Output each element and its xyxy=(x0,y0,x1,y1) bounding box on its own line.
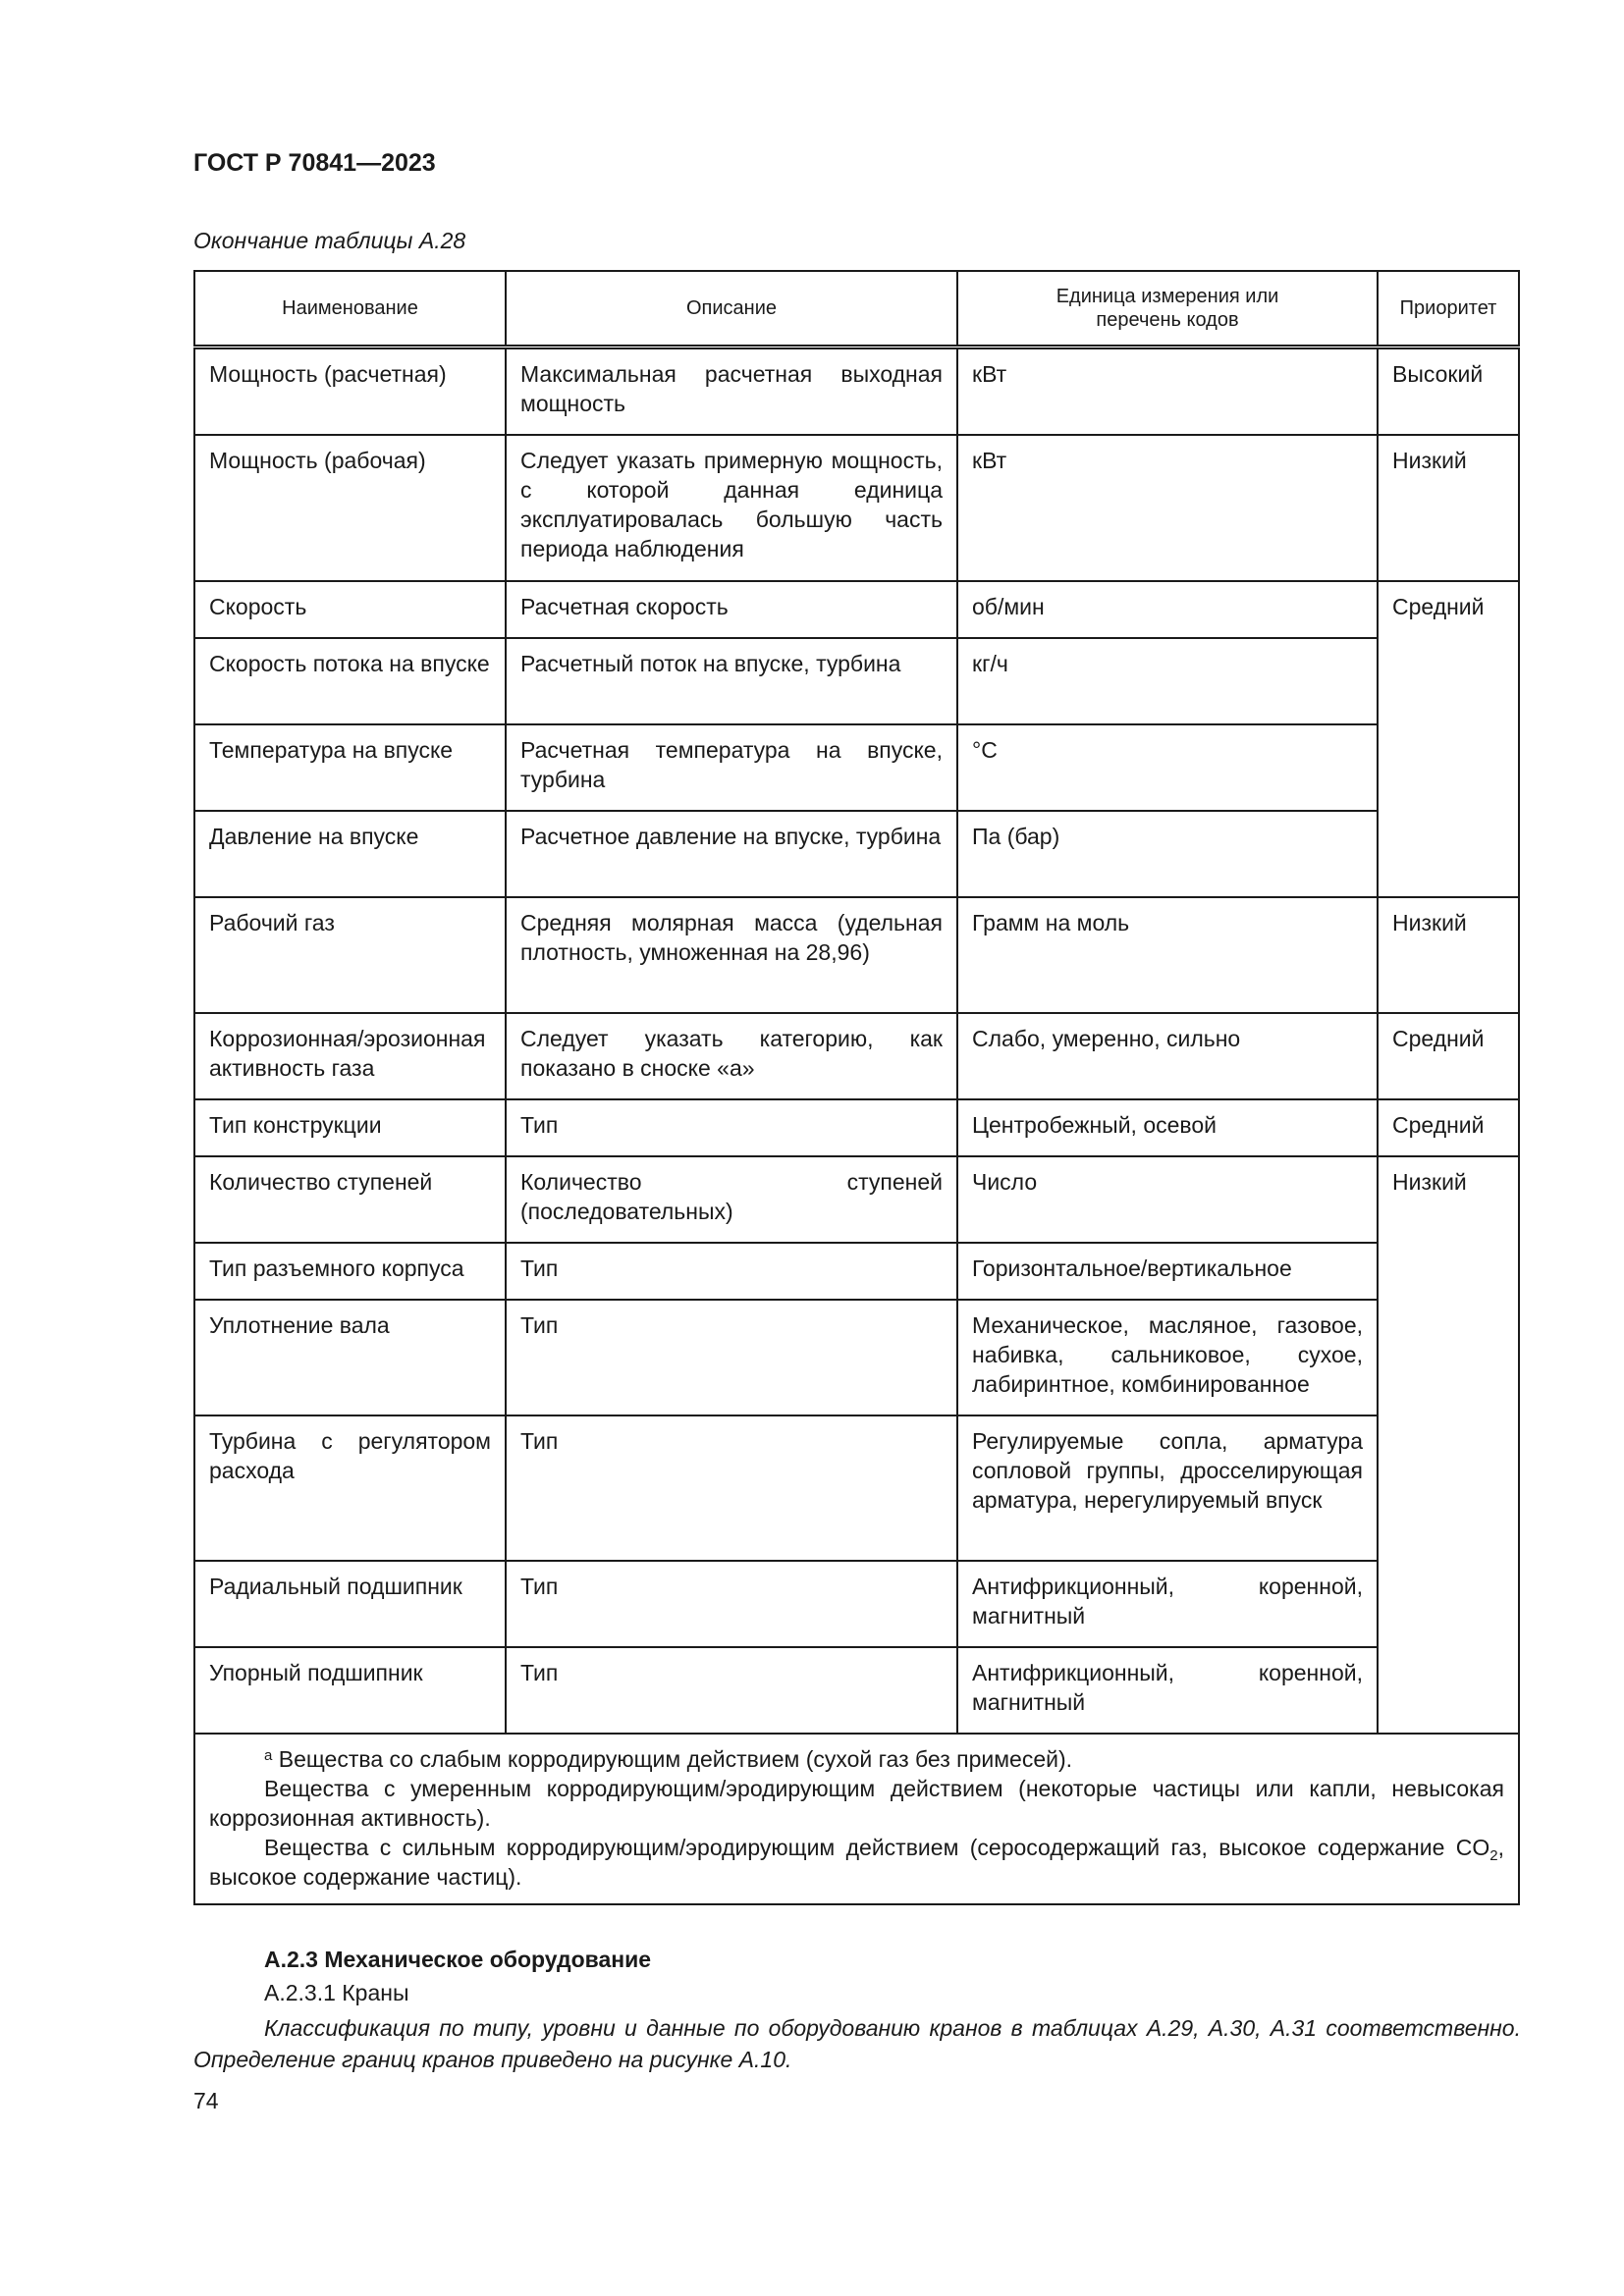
cell-unit: Регулируемые сопла, арматура сопловой группы, дросселирующая арматура, нерегулируемый впуск xyxy=(957,1415,1378,1561)
cell-name: Упорный подшипник xyxy=(194,1647,506,1734)
document-code: ГОСТ Р 70841—2023 xyxy=(193,149,436,177)
table-row xyxy=(194,435,1519,581)
table-row xyxy=(194,1300,1519,1415)
cell-description: Тип xyxy=(506,1415,957,1561)
table-row xyxy=(194,1415,1519,1561)
table-row xyxy=(194,1243,1519,1300)
cell-unit: Горизонтальное/вертикальное xyxy=(957,1243,1378,1300)
cell-description: Средняя молярная масса (удельная плотность, умноженная на 28,96) xyxy=(506,897,957,1013)
table-row xyxy=(194,1013,1519,1099)
column-header-unit: Единица измерения или перечень кодов xyxy=(957,271,1378,347)
table-row xyxy=(194,1099,1519,1156)
cell-description: Следует указать примерную мощность, с которой данная единица эксплуатировалась большую часть периода наблюдения xyxy=(506,435,957,581)
body-paragraph: Классификация по типу, уровни и данные по оборудованию кранов в таблицах А.29, А.30, А.31 соответственно. Определение границ кранов приведено на рисунке А.10. xyxy=(193,2015,1521,2072)
cell-unit: Грамм на моль xyxy=(957,897,1378,1013)
cell-name: Мощность (рабочая) xyxy=(194,435,506,581)
table-row xyxy=(194,1647,1519,1734)
cell-name: Температура на впуске xyxy=(194,724,506,811)
cell-description: Тип xyxy=(506,1099,957,1156)
footnote-marker: а xyxy=(264,1746,273,1764)
section-title: А.2.3 Механическое оборудование xyxy=(264,1947,652,1972)
cell-name: Скорость xyxy=(194,581,506,638)
table-caption: Окончание таблицы А.28 xyxy=(193,228,466,253)
table-row xyxy=(194,347,1519,435)
table-row xyxy=(194,897,1519,1013)
table-row xyxy=(194,1156,1519,1243)
cell-description: Расчетная скорость xyxy=(506,581,957,638)
page-number: 74 xyxy=(193,2088,219,2113)
column-header-description: Описание xyxy=(506,271,957,347)
table-header-row xyxy=(194,271,1519,347)
cell-name: Рабочий газ xyxy=(194,897,506,1013)
cell-name: Тип разъемного корпуса xyxy=(194,1243,506,1300)
cell-unit: об/мин xyxy=(957,581,1378,638)
note-line: Вещества с сильным корродирующим/эродирующим действием (серосодержащий газ, высокое содержание $CO_2$, высокое содержание частиц). xyxy=(209,1834,1504,1890)
table-row xyxy=(194,724,1519,811)
cell-name: Мощность (расчетная) xyxy=(194,347,506,435)
table-row xyxy=(194,638,1519,724)
cell-name: Коррозионная/эрозионная активность газа xyxy=(194,1013,506,1099)
cell-description: Максимальная расчетная выходная мощность xyxy=(506,347,957,435)
cell-unit: Центробежный, осевой xyxy=(957,1099,1378,1156)
cell-description: Следует указать категорию, как показано в сноске «а» xyxy=(506,1013,957,1099)
note-line: Вещества с умеренным корродирующим/эродирующим действием (некоторые частицы или капли, невысокая коррозионная активность). xyxy=(209,1775,1504,1831)
data-table xyxy=(193,270,1520,1905)
column-header-name: Наименование xyxy=(194,271,506,347)
cell-name: Количество ступеней xyxy=(194,1156,506,1243)
table-row xyxy=(194,1561,1519,1647)
cell-unit: Механическое, масляное, газовое, набивка, сальниковое, сухое, лабиринтное, комбинированное xyxy=(957,1300,1378,1415)
cell-unit: Число xyxy=(957,1156,1378,1243)
note-line: $^а$ Вещества со слабым корродирующим действием (сухой газ без примесей). xyxy=(264,1745,1073,1772)
cell-description: Тип xyxy=(506,1300,957,1415)
cell-name: Радиальный подшипник xyxy=(194,1561,506,1647)
cell-name: Турбина с регулятором расхода xyxy=(194,1415,506,1561)
cell-priority: Низкий xyxy=(1378,435,1519,581)
cell-name: Уплотнение вала xyxy=(194,1300,506,1415)
cell-priority: Средний xyxy=(1378,1013,1519,1099)
cell-unit: кг/ч xyxy=(957,638,1378,724)
column-header-priority: Приоритет xyxy=(1378,271,1519,347)
cell-name: Давление на впуске xyxy=(194,811,506,897)
cell-priority: Низкий xyxy=(1378,897,1519,1013)
cell-priority: Высокий xyxy=(1378,347,1519,435)
cell-description: Количество ступеней (последовательных) xyxy=(506,1156,957,1243)
cell-priority: Низкий xyxy=(1378,1156,1519,1734)
cell-unit: кВт xyxy=(957,347,1378,435)
subsection-title: А.2.3.1 Краны xyxy=(264,1980,409,2005)
table-row xyxy=(194,811,1519,897)
cell-description: Тип xyxy=(506,1243,957,1300)
table-notes xyxy=(194,1734,1519,1904)
cell-unit: Антифрикционный, коренной, магнитный xyxy=(957,1561,1378,1647)
cell-unit: кВт xyxy=(957,435,1378,581)
cell-priority: Средний xyxy=(1378,1099,1519,1156)
table-row xyxy=(194,581,1519,638)
cell-name: Тип конструкции xyxy=(194,1099,506,1156)
cell-unit: Па (бар) xyxy=(957,811,1378,897)
cell-name: Скорость потока на впуске xyxy=(194,638,506,724)
cell-unit: °C xyxy=(957,724,1378,811)
cell-priority: Средний xyxy=(1378,581,1519,897)
table-notes-row xyxy=(194,1734,1519,1904)
cell-description: Расчетный поток на впуске, турбина xyxy=(506,638,957,724)
cell-description: Тип xyxy=(506,1561,957,1647)
cell-unit: Антифрикционный, коренной, магнитный xyxy=(957,1647,1378,1734)
cell-unit: Слабо, умеренно, сильно xyxy=(957,1013,1378,1099)
cell-description: Расчетная температура на впуске, турбина xyxy=(506,724,957,811)
cell-description: Расчетное давление на впуске, турбина xyxy=(506,811,957,897)
cell-description: Тип xyxy=(506,1647,957,1734)
